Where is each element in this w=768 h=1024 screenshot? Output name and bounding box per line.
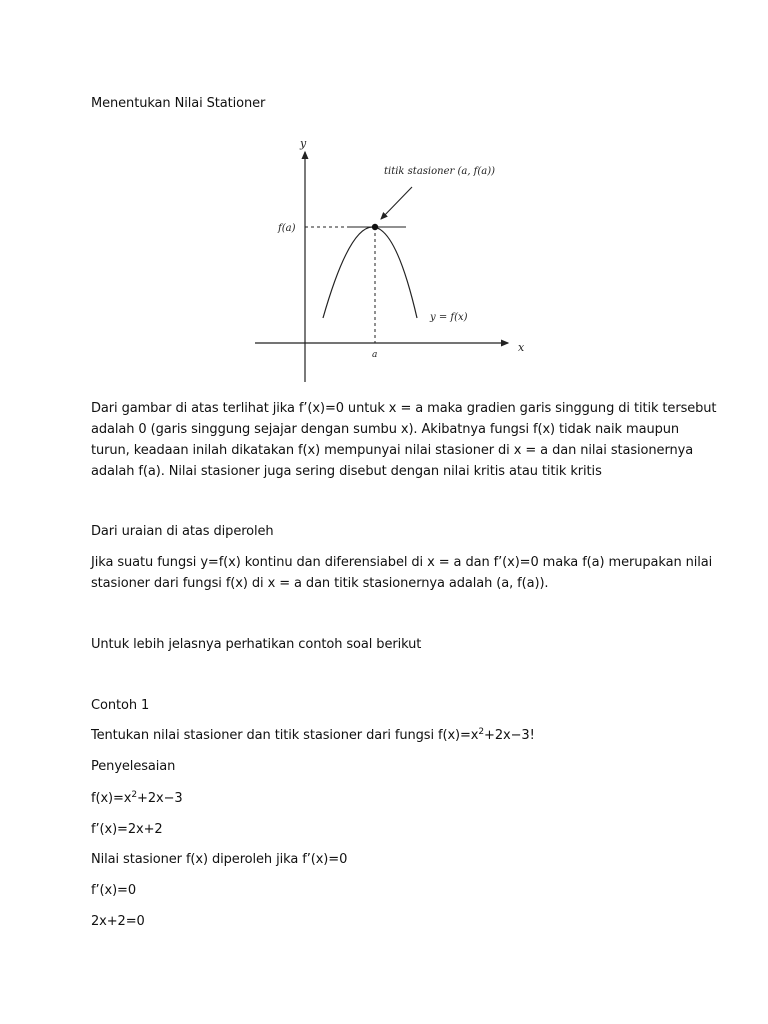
stationary-point-figure [250,130,540,390]
curve-label: y = f(x) [430,312,468,323]
paragraph-line: Dari gambar di atas terlihat jika f’(x)=0 untuk x = a maka gradien garis singgung di titik tersebut [91,401,717,416]
a-label: a [372,350,378,360]
stationary-point [372,224,378,230]
solution-step-condition: Nilai stasioner f(x) diperoleh jika f’(x)=0 [91,852,348,867]
x-axis-label: x [518,341,525,354]
example-title: Contoh 1 [91,698,150,713]
subheading: Dari uraian di atas diperoleh [91,524,274,539]
solution-step-function [91,789,183,808]
solution-step-substitution: 2x+2=0 [91,914,145,929]
y-axis-label: y [300,137,307,150]
solution-step-derivative: f’(x)=2x+2 [91,822,163,837]
solution-step-equation: f’(x)=0 [91,883,137,898]
question-exponent: 2 [478,727,485,737]
stationary-point-graph [250,130,540,390]
step-text-end: +2x−3 [137,791,183,806]
document-title: Menentukan Nilai Stationer [91,96,266,111]
example-question [91,726,535,745]
annotation-arrow [381,187,412,219]
paragraph-line: stasioner dari fungsi f(x) di x = a dan titik stasionernya adalah (a, f(a)). [91,576,549,591]
paragraph-line: turun, keadaan inilah dikatakan f(x) mempunyai nilai stasioner di x = a dan nilai stasionernya [91,443,694,458]
solution-label: Penyelesaian [91,759,176,774]
step-exponent: 2 [131,790,138,800]
fa-label: f(a) [278,223,296,234]
paragraph-line: adalah f(a). Nilai stasioner juga sering disebut dengan nilai kritis atau titik kritis [91,464,602,479]
question-text-end: +2x−3! [484,728,535,743]
step-text: f(x)=x [91,791,132,806]
question-text: Tentukan nilai stasioner dan titik stasioner dari fungsi f(x)=x [91,728,479,743]
example-intro: Untuk lebih jelasnya perhatikan contoh soal berikut [91,637,422,652]
paragraph-line: Jika suatu fungsi y=f(x) kontinu dan diferensiabel di x = a dan f’(x)=0 maka f(a) merupakan nilai [91,555,713,570]
stationary-point-annotation: titik stasioner (a, f(a)) [384,166,496,177]
curve-y-fx [323,227,417,318]
paragraph-stationary-explanation [91,398,717,482]
paragraph-definition [91,552,713,594]
paragraph-line: adalah 0 (garis singgung sejajar dengan sumbu x). Akibatnya fungsi f(x) tidak naik maupun [91,422,680,437]
